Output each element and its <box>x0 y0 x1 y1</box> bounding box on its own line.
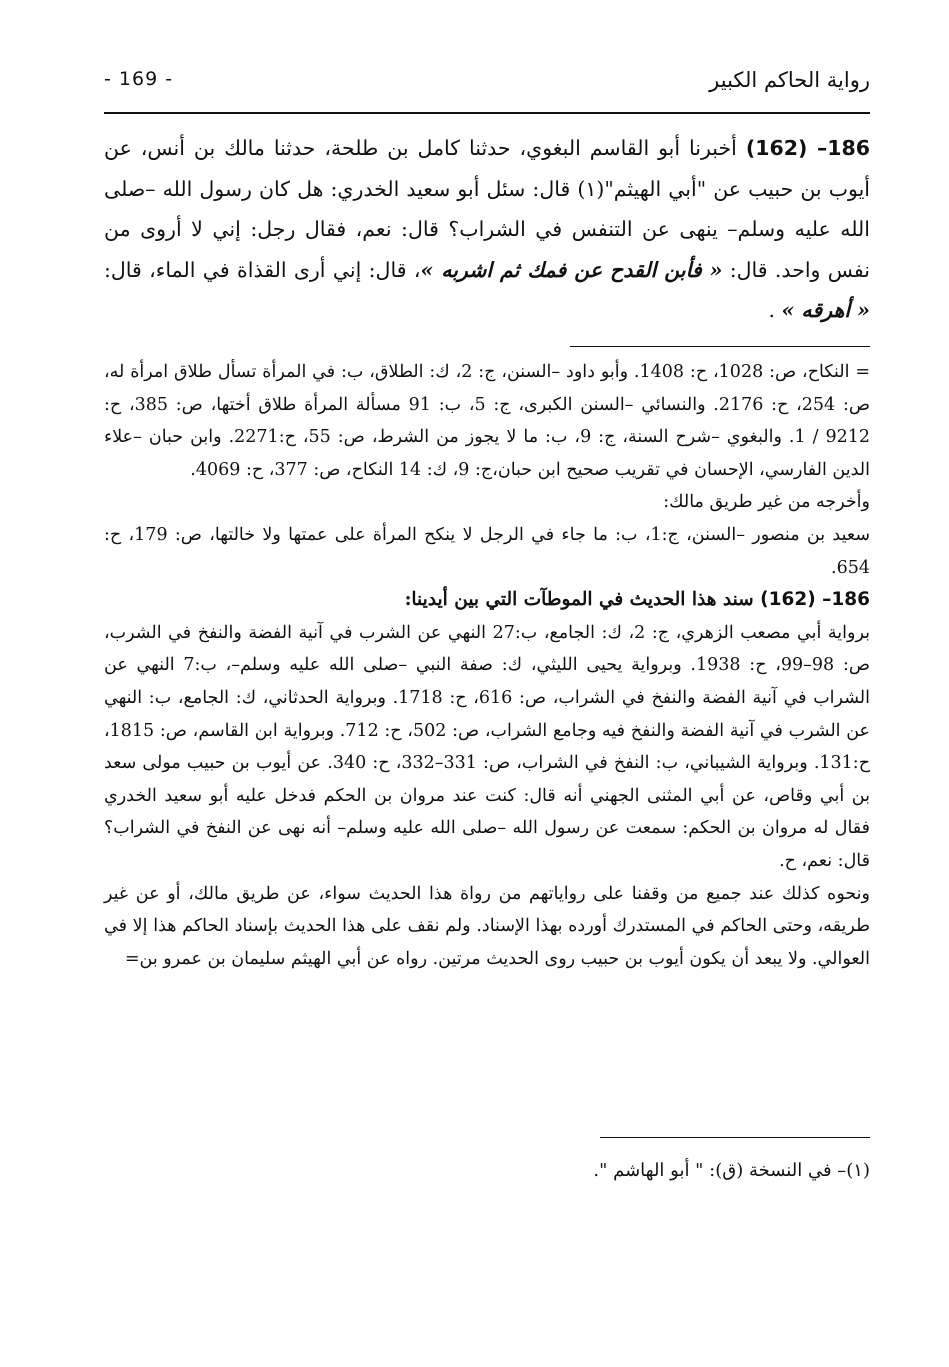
page-number: - 169 - <box>104 68 174 90</box>
note-said-ibn-mansur: سعيد بن منصور –السنن، ج:1، ب: ما جاء في الرجل لا ينكح المرأة على عمتها ولا خالتها، ص: 179، ح: 654. <box>104 524 870 578</box>
header-rule <box>104 112 870 114</box>
notes-separator <box>570 346 870 347</box>
hadith-text-part-3: . <box>768 298 782 322</box>
note-conclusion: ونحوه كذلك عند جميع من وقفنا على رواياتهم من رواة هذا الحديث سواء، عن طريق مالك، أو عن غير طريقه، وحتى الحاكم في المستدرك أورده بهذا الإسناد. ولم نقف على هذا الحديث بإسناد الحاكم هذا إلا في العوالي. ولا يبعد أن يكون أيوب بن حبيب روى الحديث مرتين. رواه عن أبي الهيثم سليمان بن عمرو بن= <box>104 883 870 969</box>
page-header <box>104 64 870 104</box>
hadith-number: 186– (162) <box>745 136 870 160</box>
note-heading <box>104 584 870 617</box>
note-hadith-number: 186– (162) <box>760 589 870 611</box>
main-hadith-text <box>104 128 870 331</box>
hadith-paragraph <box>104 128 870 331</box>
footnote-separator <box>600 1137 870 1138</box>
commentary-notes <box>104 356 870 975</box>
hadith-quote-2: « أهرقه » <box>781 298 870 322</box>
footnote: (١)– في النسخة (ق): " أبو الهاشم ". <box>593 1160 870 1181</box>
note-other-route-heading: وأخرجه من غير طريق مالك: <box>663 492 870 513</box>
hadith-text-part-1: أخبرنا أبو القاسم البغوي، حدثنا كامل بن طلحة، حدثنا مالك بن أنس، عن أيوب بن حبيب عن "أبي الهيثم"(١) قال: سئل أبو سعيد الخدري: هل كان رسول الله –صلى الله عليه وسلم– ينهى عن التنفس في الشراب؟ قال: نعم، فقال رجل: إني لا أروى من نفس واحد. قال: <box>104 136 871 282</box>
note-heading-text: سند هذا الحديث في الموطآت التي بين أيدينا: <box>404 589 761 611</box>
hadith-text-part-2: ، قال: إني أرى القذاة في الماء، قال: <box>104 257 421 282</box>
running-title: رواية الحاكم الكبير <box>709 68 870 92</box>
note-muwatta-narrations: برواية أبي مصعب الزهري، ج: 2، ك: الجامع، ب:27 النهي عن الشرب في آنية الفضة والنفخ في الشرب، ص: 98–99، ح: 1938. وبرواية يحيى الليثي، ك: صفة النبي –صلى الله عليه وسلم–، ب:7 النهي عن الشراب في آنية الفضة والنفخ في الشراب، ص: 616، ح: 1718. وبرواية الحدثاني، ك: الجامع، ب: النهي عن الشرب في آنية الفضة والنفخ فيه وجامع الشراب، ص: 502، ح: 712. وبرواية ابن القاسم، ص: 1815، ح:131. وبرواية الشيباني، ب: النفخ في الشراب، ص: 331–332، ح: 340. عن أيوب بن حبيب مولى سعد بن أبي وقاص، عن أبي المثنى الجهني أنه قال: كنت عند مروان بن الحكم فدخل عليه أبو سعيد الخدري فقال له مروان بن الحكم: سمعت عن رسول الله –صلى الله عليه وسلم– أنه نهى عن النفخ في الشراب؟ قال: نعم، ح. <box>104 622 871 871</box>
hadith-quote-1: « فأبن القدح عن فمك ثم اشربه » <box>420 257 723 282</box>
note-continuation: = النكاح، ص: 1028، ح: 1408. وأبو داود –السنن، ج: 2، ك: الطلاق، ب: في المرأة تسأل طلاق امرأة له، ص: 254، ح: 2176. والنسائي –السنن الكبرى، ج: 5، ب: 91 مسألة المرأة طلاق أختها، ص: 385، ح: 9212 / 1. والبغوي –شرح السنة، ج: 9، ب: ما لا يجوز من الشرط، ص: 55، ح:2271. وابن حبان –علاء الدين الفارسي، الإحسان في تقريب صحيح ابن حبان،ج: 9، ك: 14 النكاح، ص: 377، ح: 4069. <box>104 362 871 480</box>
